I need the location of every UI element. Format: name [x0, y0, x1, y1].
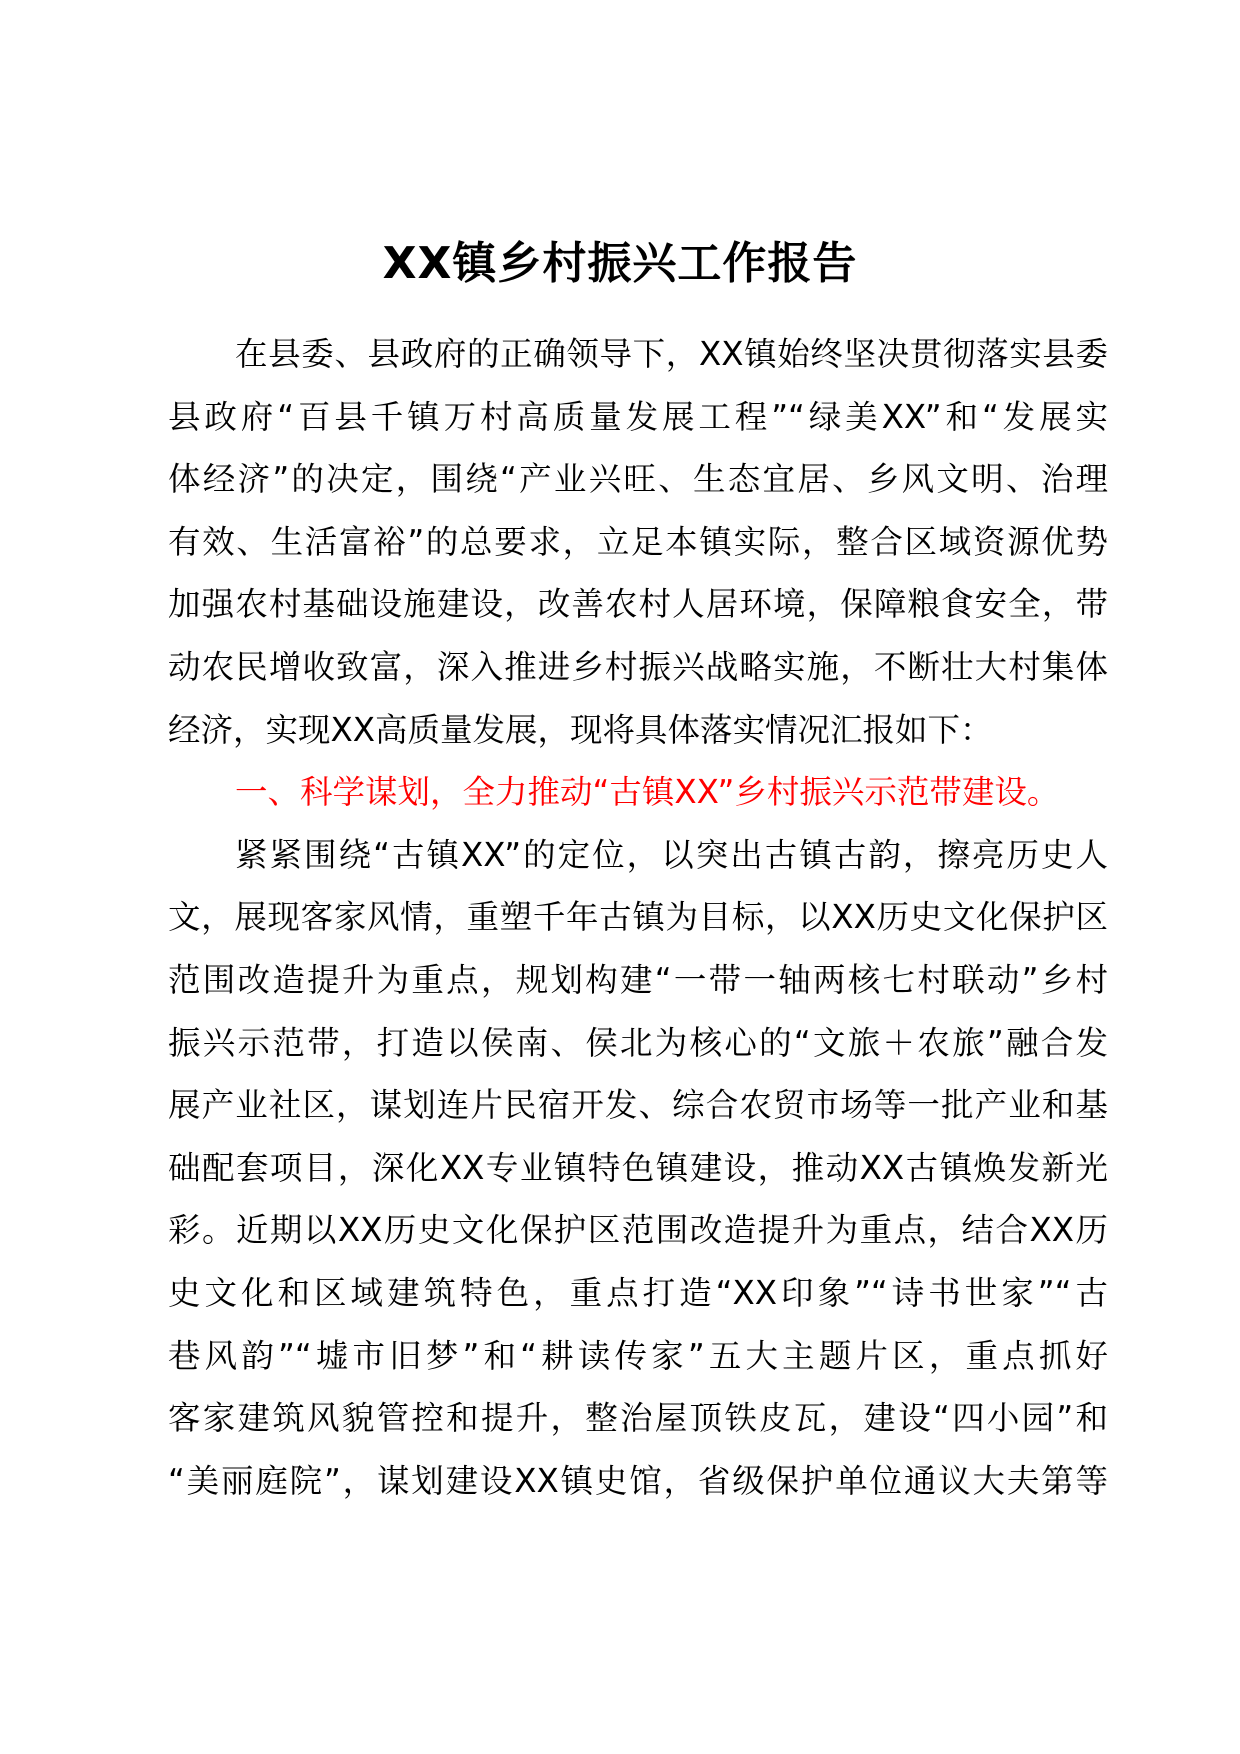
- body-line: 础配套项目，深化XX专业镇特色镇建设，推动XX古镇焕发新光: [168, 1148, 1108, 1187]
- body-line: 县政府“百县千镇万村高质量发展工程”“绿美XX”和“发展实: [168, 397, 1108, 436]
- body-line: 史文化和区域建筑特色，重点打造“XX印象”“诗书世家”“古: [168, 1273, 1108, 1312]
- body-line: 文，展现客家风情，重塑千年古镇为目标，以XX历史文化保护区: [168, 898, 1108, 937]
- body-line: 动农民增收致富，深入推进乡村振兴战略实施，不断壮大村集体: [168, 647, 1108, 686]
- body-line: 加强农村基础设施建设，改善农村人居环境，保障粮食安全，带: [168, 585, 1108, 624]
- document-body: [168, 323, 1108, 1512]
- body-line: 在县委、县政府的正确领导下，XX镇始终坚决贯彻落实县委: [235, 335, 1108, 373]
- section-heading: 一、科学谋划，全力推动“古镇XX”乡村振兴示范带建设。: [235, 773, 1060, 812]
- body-line: 巷风韵”“墟市旧梦”和“耕读传家”五大主题片区，重点抓好: [168, 1336, 1108, 1375]
- body-line: 范围改造提升为重点，规划构建“一带一轴两核七村联动”乡村: [168, 960, 1108, 999]
- body-line: 振兴示范带，打造以侯南、侯北为核心的“文旅＋农旅”融合发: [168, 1023, 1108, 1062]
- document-title: XX镇乡村振兴工作报告: [382, 238, 858, 289]
- body-line: 有效、生活富裕”的总要求，立足本镇实际，整合区域资源优势: [168, 522, 1108, 561]
- body-line: 客家建筑风貌管控和提升，整治屋顶铁皮瓦，建设“四小园”和: [168, 1399, 1108, 1438]
- body-line: 彩。近期以XX历史文化保护区范围改造提升为重点，结合XX历: [168, 1211, 1108, 1250]
- body-line: 展产业社区，谋划连片民宿开发、综合农贸市场等一批产业和基: [168, 1086, 1108, 1125]
- body-line: 经济，实现XX高质量发展，现将具体落实情况汇报如下：: [168, 710, 993, 749]
- body-line: “美丽庭院”，谋划建设XX镇史馆，省级保护单位通议大夫第等: [168, 1461, 1108, 1500]
- body-line: 紧紧围绕“古镇XX”的定位，以突出古镇古韵，擦亮历史人: [235, 835, 1108, 874]
- body-line: 体经济”的决定，围绕“产业兴旺、生态宜居、乡风文明、治理: [168, 460, 1108, 499]
